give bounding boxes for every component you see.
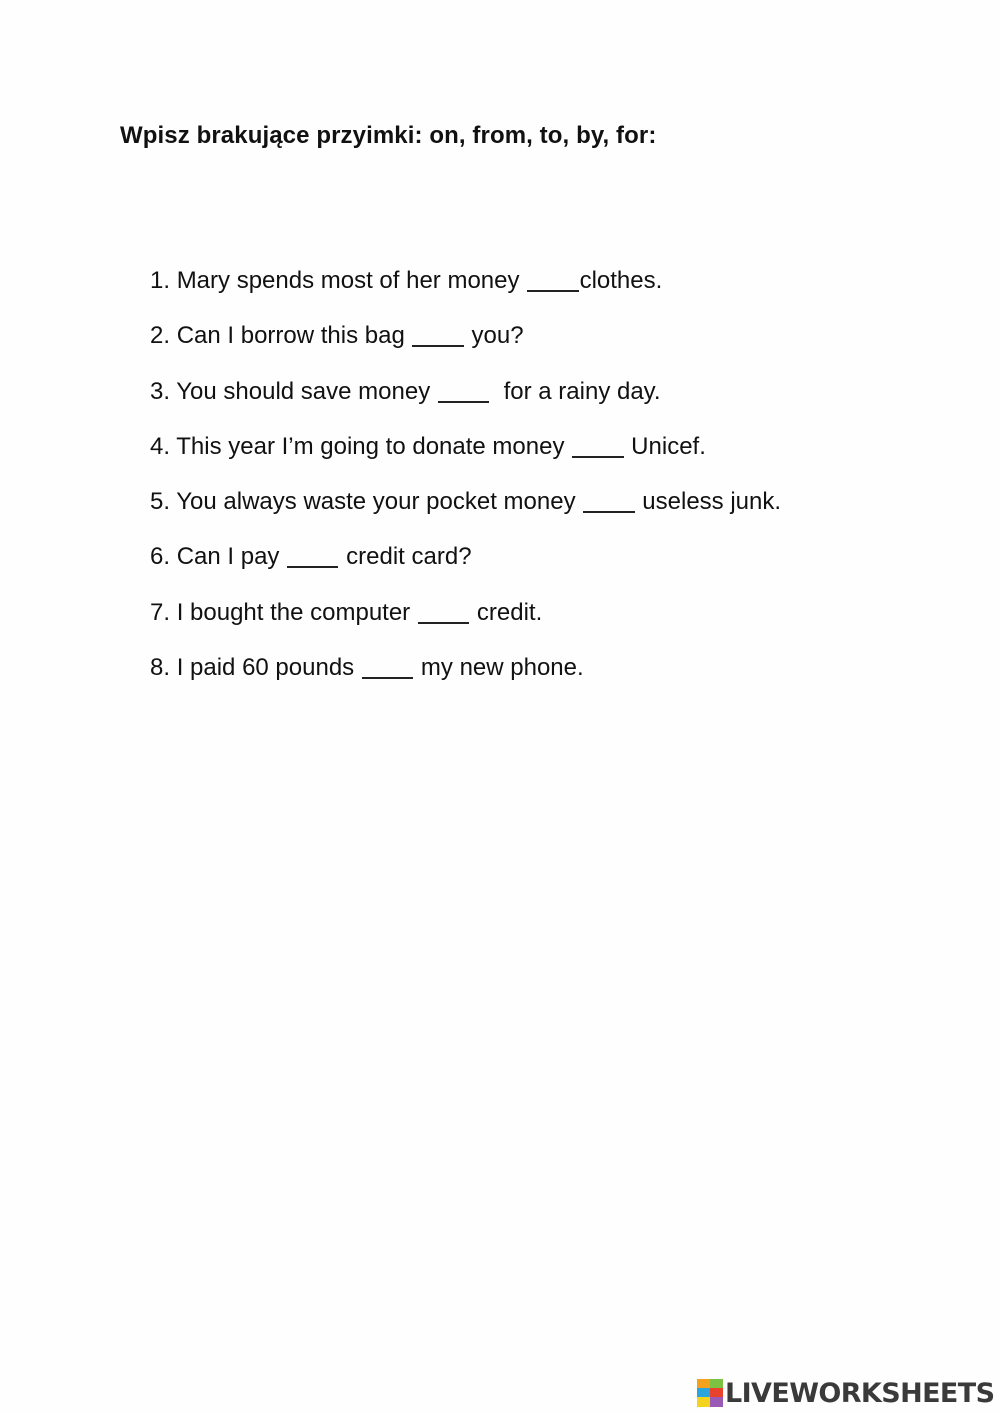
item-text-before: I bought the computer [176,598,417,626]
item-text-before: You should save money [176,377,437,405]
item-text-before: Can I borrow this bag [176,322,412,350]
item-text-after: Unicef. [624,432,706,460]
answer-blank[interactable] [582,486,635,510]
answer-blank[interactable] [417,597,470,621]
exercise-item [150,597,781,629]
item-number: 5. [150,488,171,516]
item-number: 1. [150,267,171,294]
exercise-list [150,265,781,707]
item-text-after: for a rainy day. [490,377,661,405]
item-text-after: useless junk. [635,488,782,516]
logo-tile-yellow [697,1397,710,1407]
answer-blank[interactable] [361,652,414,676]
logo-tile-blue [697,1388,710,1397]
logo-tile-green [710,1379,723,1388]
item-text-before: Can I pay [176,543,287,571]
item-number: 7. [150,598,171,626]
item-number: 4. [150,432,171,460]
logo-tile-red [710,1388,723,1397]
item-number: 8. [150,654,171,682]
liveworksheets-logo-icon [697,1379,723,1407]
item-number: 3. [150,377,171,405]
item-number: 2. [150,322,171,350]
logo-tile-purple [710,1397,723,1407]
item-number: 6. [150,543,171,571]
item-text-before: I paid 60 pounds [176,654,361,682]
answer-blank[interactable] [526,265,579,289]
exercise-item [150,541,781,573]
logo-tile-orange [697,1379,710,1388]
exercise-item [150,265,781,297]
liveworksheets-wordmark: LIVEWORKSHEETS [725,1377,995,1409]
answer-blank[interactable] [437,376,490,400]
item-text-after: credit. [470,598,543,626]
item-text-before: Mary spends most of her money [176,267,527,294]
answer-blank[interactable] [286,541,339,565]
instruction-heading: Wpisz brakujące przyimki: on, from, to, by, for: [120,122,657,149]
item-text-before: This year I’m going to donate money [176,432,572,460]
exercise-item [150,320,781,352]
exercise-item [150,376,781,408]
exercise-item [150,431,781,463]
item-text-after: clothes. [579,267,663,294]
exercise-item [150,652,781,684]
item-text-after: you? [464,322,524,350]
answer-blank[interactable] [571,431,624,455]
item-text-before: You always waste your pocket money [176,488,583,516]
item-text-after: credit card? [339,543,472,571]
exercise-item [150,486,781,518]
item-text-after: my new phone. [414,654,584,682]
answer-blank[interactable] [411,320,464,344]
liveworksheets-logo [697,1375,994,1411]
